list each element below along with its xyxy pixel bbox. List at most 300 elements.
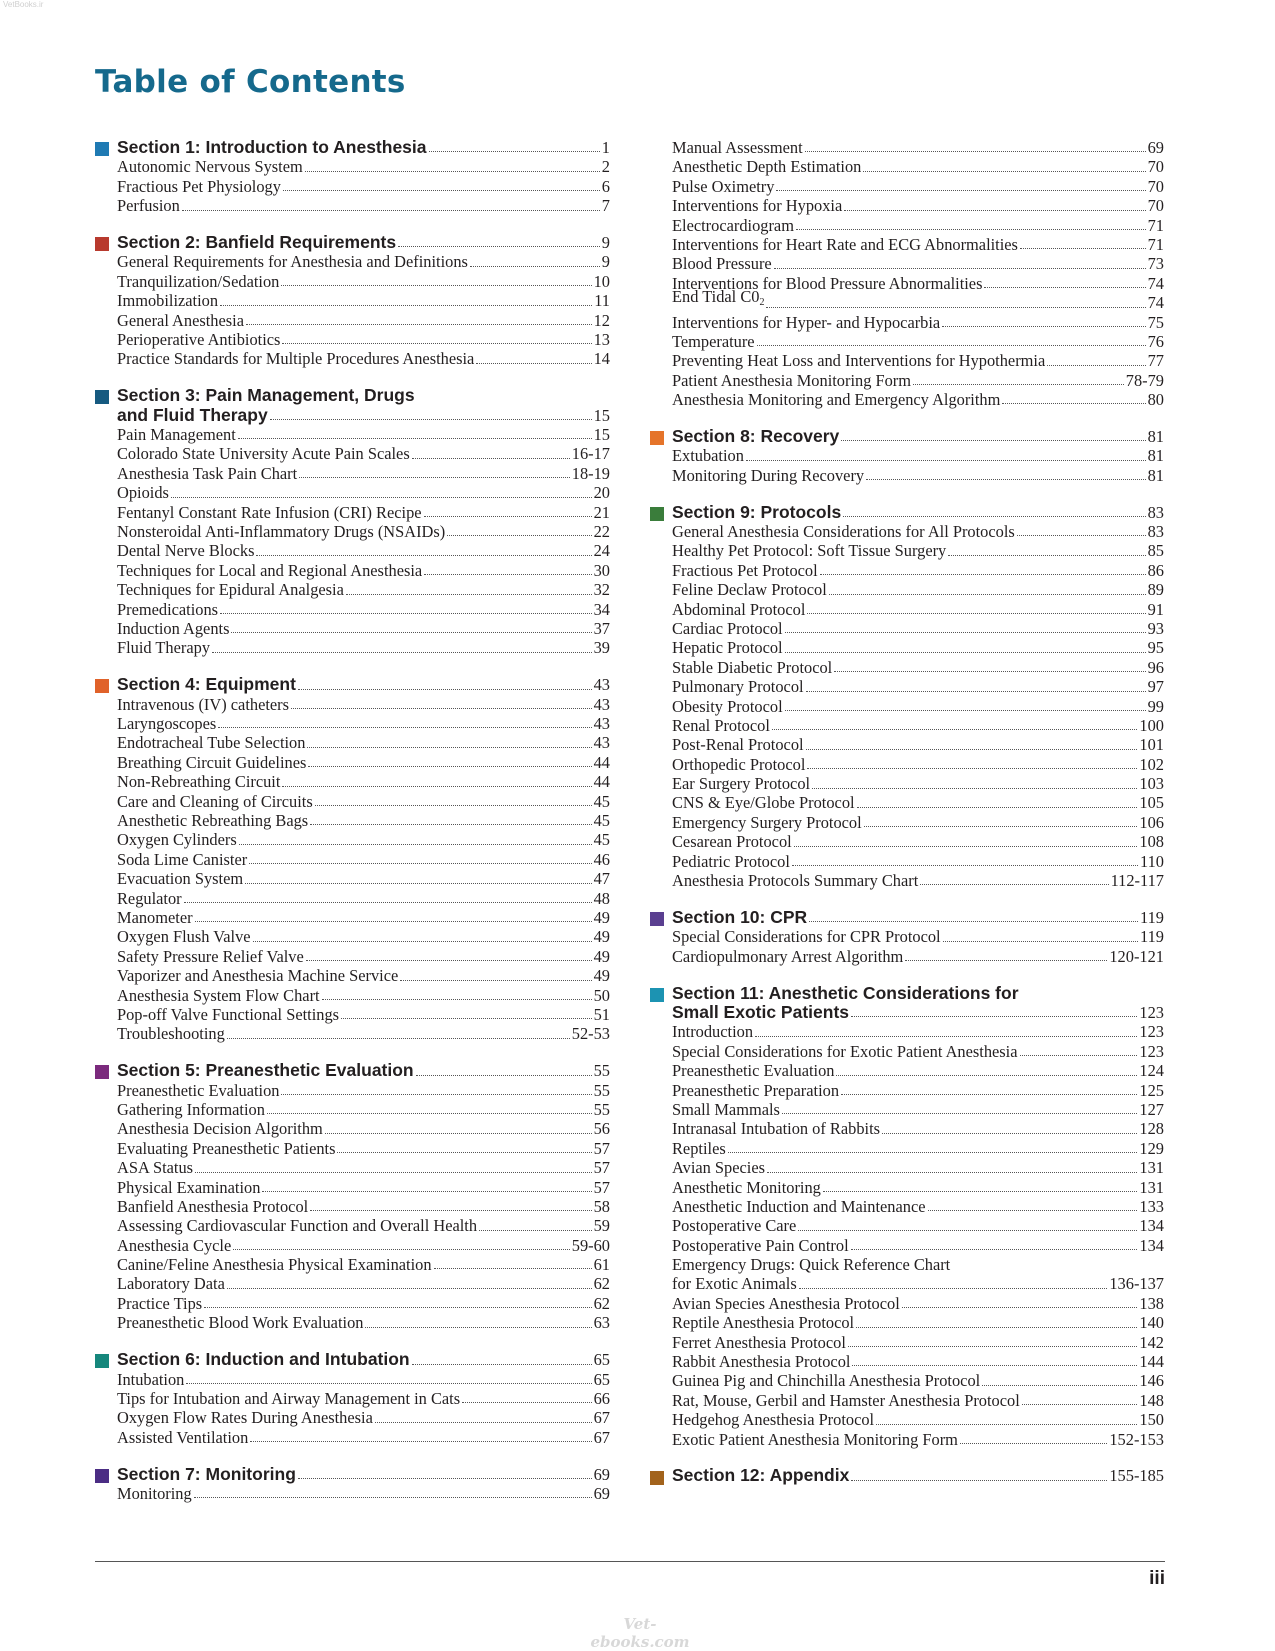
dot-leader [920, 884, 1108, 885]
dot-leader [948, 555, 1145, 556]
dot-leader [341, 1018, 592, 1019]
toc-entry[interactable] [650, 1197, 1164, 1216]
toc-entry[interactable] [650, 832, 1164, 851]
toc-entry-label [117, 772, 280, 791]
toc-entry-label [672, 774, 810, 793]
toc-entry[interactable] [95, 1081, 610, 1100]
dot-leader [905, 960, 1107, 961]
toc-entry[interactable] [95, 753, 610, 772]
toc-entry-label [117, 1294, 202, 1313]
toc-entry[interactable] [650, 1216, 1164, 1235]
entry-list [95, 1484, 610, 1503]
dot-leader [310, 824, 591, 825]
page-ref: 70 [1147, 196, 1164, 216]
dot-leader [267, 1113, 592, 1114]
toc-entry[interactable] [650, 1178, 1164, 1197]
toc-entry[interactable] [650, 1410, 1164, 1429]
toc-entry-text: Electrocardiogram [672, 215, 794, 235]
toc-entry[interactable] [650, 697, 1164, 716]
toc-entry[interactable] [95, 1370, 610, 1389]
toc-entry[interactable] [95, 695, 610, 714]
toc-entry[interactable] [95, 1274, 610, 1293]
toc-entry[interactable] [650, 1352, 1164, 1371]
section-heading[interactable] [650, 1467, 1164, 1486]
dot-leader [852, 1365, 1137, 1366]
page-ref: 49 [593, 927, 610, 947]
toc-entry[interactable] [650, 1430, 1164, 1449]
page-ref: 1 [601, 137, 610, 157]
page-ref: 128 [1139, 1119, 1164, 1139]
page-ref: 6 [601, 176, 610, 196]
toc-entry-text: Endotracheal Tube Selection [117, 733, 306, 753]
dot-leader [298, 689, 592, 690]
toc-entry-text: Emergency Surgery Protocol [672, 812, 862, 832]
toc-entry-label [672, 947, 903, 966]
toc-entry[interactable] [650, 638, 1164, 657]
section-title-line2: Small Exotic Patients [672, 1002, 850, 1022]
toc-entry-text: Premedications [117, 599, 219, 619]
toc-entry[interactable] [95, 1255, 610, 1274]
toc-entry[interactable] [650, 522, 1164, 541]
toc-entry[interactable] [650, 254, 1164, 273]
toc-entry-text: Extubation [672, 446, 744, 466]
toc-entry-text: Guinea Pig and Chinchilla Anesthesia Protocol [672, 1371, 981, 1391]
page-ref: 95 [1147, 638, 1164, 658]
toc-entry[interactable] [650, 716, 1164, 735]
toc-entry[interactable] [650, 619, 1164, 638]
toc-entry[interactable] [650, 1371, 1164, 1390]
toc-entry-label [117, 966, 398, 985]
toc-entry-label [672, 371, 911, 390]
toc-entry[interactable] [95, 792, 610, 811]
toc-entry[interactable] [650, 196, 1164, 215]
toc-entry-label [117, 272, 279, 291]
toc-entry[interactable] [95, 311, 610, 330]
toc-entry[interactable] [650, 332, 1164, 351]
toc-left-column [95, 138, 610, 1521]
page-ref: 69 [593, 1483, 610, 1503]
toc-entry[interactable] [95, 1119, 610, 1138]
dot-leader [434, 1268, 592, 1269]
toc-entry[interactable] [95, 444, 610, 463]
page-ref: 43 [593, 694, 610, 714]
toc-entry-text: Perfusion [117, 196, 180, 216]
dot-leader [844, 210, 1145, 211]
toc-entry[interactable] [95, 889, 610, 908]
dot-leader [246, 324, 592, 325]
toc-entry-text: Preanesthetic Preparation [672, 1080, 840, 1100]
dot-leader [942, 326, 1145, 327]
toc-entry-text: Anesthetic Depth Estimation [672, 157, 862, 177]
toc-entry-label [672, 313, 940, 332]
toc-entry-label [117, 638, 210, 657]
dot-leader [479, 1230, 592, 1231]
toc-entry[interactable] [95, 811, 610, 830]
page-ref: 86 [1147, 560, 1164, 580]
toc-entry[interactable] [650, 947, 1164, 966]
toc-entry[interactable] [95, 425, 610, 444]
toc-entry[interactable] [95, 483, 610, 502]
toc-entry[interactable] [95, 830, 610, 849]
toc-entry[interactable] [95, 349, 610, 368]
toc-entry-text: Hedgehog Anesthesia Protocol [672, 1410, 875, 1430]
dot-leader [834, 671, 1145, 672]
toc-entry-label [117, 1216, 477, 1235]
section-heading[interactable] [95, 1350, 610, 1369]
toc-entry[interactable] [650, 1100, 1164, 1119]
toc-entry-label [672, 254, 772, 273]
toc-entry-text: Oxygen Flush Valve [117, 927, 251, 947]
dot-leader [1017, 535, 1146, 536]
toc-entry[interactable] [95, 1024, 610, 1043]
page-ref: 43 [593, 714, 610, 734]
toc-entry-text: Pulmonary Protocol [672, 677, 804, 697]
toc-entry-text: Autonomic Nervous System [117, 157, 303, 177]
dot-leader [239, 844, 592, 845]
toc-entry[interactable] [95, 1139, 610, 1158]
page-ref: 32 [593, 580, 610, 600]
dot-leader [171, 497, 592, 498]
dot-leader [231, 632, 591, 633]
page-ref: 34 [593, 599, 610, 619]
dot-leader [882, 1133, 1137, 1134]
toc-entry-text: Breathing Circuit Guidelines [117, 752, 307, 772]
toc-entry-label [117, 464, 297, 483]
toc-entry[interactable] [650, 794, 1164, 813]
page-ref: 142 [1139, 1332, 1164, 1352]
toc-entry-text: Rabbit Anesthesia Protocol [672, 1352, 851, 1372]
page-ref: 76 [1147, 331, 1164, 351]
toc-entry[interactable] [95, 714, 610, 733]
page-ref: 73 [1147, 254, 1164, 274]
page-ref: 48 [593, 888, 610, 908]
toc-entry-text: Soda Lime Canister [117, 849, 248, 869]
toc-entry-text: Orthopedic Protocol [672, 754, 806, 774]
toc-entry[interactable] [650, 541, 1164, 560]
toc-entry[interactable] [95, 927, 610, 946]
dot-leader [310, 1210, 591, 1211]
page-ref: 97 [1147, 677, 1164, 697]
toc-entry[interactable] [650, 390, 1164, 409]
toc-entry-label [117, 349, 474, 368]
toc-entry-label [672, 351, 1045, 370]
toc-entry[interactable] [650, 580, 1164, 599]
toc-entry[interactable] [650, 1139, 1164, 1158]
toc-entry-text: Regulator [117, 888, 182, 908]
section-color-square [650, 1471, 664, 1485]
section-heading[interactable] [95, 1061, 610, 1080]
toc-entry[interactable] [650, 1313, 1164, 1332]
section-heading[interactable] [95, 138, 610, 157]
toc-entry-text: Evacuation System [117, 869, 244, 889]
toc-entry[interactable] [95, 619, 610, 638]
toc-entry[interactable] [95, 1236, 610, 1255]
toc-entry[interactable] [95, 522, 610, 541]
toc-entry-text: Abdominal Protocol [672, 599, 806, 619]
toc-entry[interactable] [95, 1005, 610, 1024]
toc-entry[interactable] [95, 291, 610, 310]
toc-entry[interactable] [95, 947, 610, 966]
toc-entry[interactable] [650, 466, 1164, 485]
section-heading[interactable] [95, 1465, 610, 1484]
toc-entry[interactable] [650, 235, 1164, 254]
toc-entry-text: Special Considerations for CPR Protocol [672, 927, 941, 947]
toc-entry[interactable] [650, 177, 1164, 196]
toc-entry[interactable] [95, 850, 610, 869]
toc-entry-label [672, 793, 855, 812]
toc-entry-text: Anesthesia System Flow Chart [117, 985, 320, 1005]
toc-entry-label [117, 311, 244, 330]
toc-entry[interactable] [650, 561, 1164, 580]
page-ref: 47 [593, 869, 610, 889]
toc-entry[interactable] [95, 600, 610, 619]
page-ref: 37 [593, 618, 610, 638]
toc-entry-text: Anesthesia Task Pain Chart [117, 463, 298, 483]
page-ref: 131 [1139, 1158, 1164, 1178]
toc-entry[interactable] [95, 272, 610, 291]
toc-entry[interactable] [95, 772, 610, 791]
toc-entry-text: Introduction [672, 1022, 754, 1042]
toc-entry-label [672, 1236, 849, 1255]
toc-entry-label [117, 1370, 184, 1389]
section-heading[interactable] [650, 427, 1164, 446]
toc-entry-label [672, 1352, 850, 1371]
dot-leader [424, 516, 592, 517]
dot-leader [776, 190, 1145, 191]
toc-entry-label [117, 1408, 373, 1427]
toc-entry[interactable] [95, 986, 610, 1005]
toc-entry-text: Preanesthetic Blood Work Evaluation [117, 1313, 364, 1333]
toc-entry-label [117, 503, 422, 522]
toc-entry-text: Monitoring During Recovery [672, 465, 865, 485]
toc-entry[interactable] [95, 869, 610, 888]
dot-leader [1020, 1055, 1138, 1056]
page-ref: 69 [1147, 137, 1164, 157]
toc-entry[interactable] [650, 313, 1164, 332]
toc-entry[interactable] [650, 927, 1164, 946]
page-ref: 75 [1147, 312, 1164, 332]
toc-entry[interactable] [95, 1484, 610, 1503]
toc-entry[interactable] [650, 1081, 1164, 1100]
toc-entry-label [117, 177, 281, 196]
section-heading[interactable] [650, 984, 1164, 1023]
toc-entry[interactable] [95, 1313, 610, 1332]
page-ref: 133 [1139, 1196, 1164, 1216]
toc-entry-label-line1[interactable]: Emergency Drugs: Quick Reference Chart [672, 1255, 951, 1275]
dot-leader [820, 574, 1146, 575]
toc-entry[interactable] [650, 1274, 1164, 1293]
page-ref: 105 [1139, 793, 1164, 813]
page-ref: 131 [1139, 1177, 1164, 1197]
page-ref: 69 [593, 1464, 610, 1484]
dot-leader [233, 1249, 570, 1250]
entry-list [650, 1022, 1164, 1255]
dot-leader [299, 477, 570, 478]
toc-entry[interactable] [650, 600, 1164, 619]
toc-entry[interactable] [650, 1022, 1164, 1041]
toc-entry[interactable] [95, 196, 610, 215]
toc-entry-label [672, 1139, 726, 1158]
toc-entry-text: Preanesthetic Evaluation [117, 1080, 280, 1100]
toc-entry[interactable] [95, 561, 610, 580]
page-ref: 102 [1139, 754, 1164, 774]
page-ref: 106 [1139, 812, 1164, 832]
toc-entry[interactable] [650, 1391, 1164, 1410]
page-ref: 59-60 [571, 1235, 610, 1255]
toc-entry[interactable] [95, 1100, 610, 1119]
toc-entry[interactable] [95, 966, 610, 985]
toc-entry[interactable] [95, 580, 610, 599]
toc-entry-label [672, 1178, 821, 1197]
section-color-square [95, 679, 109, 693]
toc-entry-label [672, 1430, 958, 1449]
page-ref: 45 [593, 791, 610, 811]
dot-leader [412, 1364, 592, 1365]
toc-entry-text: Laboratory Data [117, 1274, 225, 1294]
dot-leader [851, 1480, 1107, 1481]
page-ref: 78-79 [1125, 370, 1164, 390]
dot-leader [766, 307, 1145, 308]
toc-entry[interactable] [95, 908, 610, 927]
dot-leader [253, 941, 592, 942]
dot-leader [270, 419, 592, 420]
toc-entry[interactable] [95, 1158, 610, 1177]
toc-entry[interactable] [95, 1428, 610, 1447]
toc-entry-label [672, 1119, 880, 1138]
dot-leader [806, 749, 1138, 750]
toc-entry-text: Anesthetic Monitoring [672, 1177, 821, 1197]
toc-entry[interactable] [95, 464, 610, 483]
dot-leader [306, 960, 592, 961]
page-ref: 83 [1147, 502, 1164, 522]
section-heading[interactable] [650, 908, 1164, 927]
toc-entry[interactable] [650, 371, 1164, 390]
section-5 [95, 1061, 610, 1332]
toc-entry-text: Renal Protocol [672, 715, 770, 735]
section-color-square [95, 1065, 109, 1079]
toc-entry-text: Interventions for Heart Rate and ECG Abnormalities [672, 234, 1018, 254]
toc-entry-label [117, 695, 289, 714]
toc-entry[interactable] [95, 541, 610, 560]
toc-entry[interactable] [95, 1408, 610, 1427]
toc-entry-label [672, 390, 1000, 409]
toc-entry-text: Special Considerations for Exotic Patient Anesthesia [672, 1041, 1018, 1061]
toc-entry-text: Patient Anesthesia Monitoring Form [672, 370, 912, 390]
toc-entry[interactable] [650, 1294, 1164, 1313]
toc-entry[interactable] [650, 735, 1164, 754]
dot-leader [220, 613, 592, 614]
toc-entry[interactable] [650, 813, 1164, 832]
page-ref: 110 [1140, 851, 1164, 871]
toc-entry[interactable] [650, 1061, 1164, 1080]
dot-leader [282, 786, 591, 787]
page-ref: 57 [593, 1158, 610, 1178]
toc-entry-label [117, 561, 422, 580]
dot-leader [843, 516, 1145, 517]
toc-entry-label-line2: for Exotic Animals [672, 1274, 797, 1294]
toc-entry[interactable] [650, 446, 1164, 465]
toc-entry[interactable] [650, 774, 1164, 793]
section-heading[interactable] [95, 386, 610, 425]
toc-entry[interactable] [650, 216, 1164, 235]
section-heading[interactable] [95, 675, 610, 694]
section-color-square [650, 912, 664, 926]
dot-leader [462, 1402, 592, 1403]
entry-list [650, 446, 1164, 485]
dot-leader [283, 190, 600, 191]
toc-entry[interactable] [650, 1158, 1164, 1177]
toc-entry-text: Preventing Heat Loss and Interventions for Hypothermia [672, 351, 1046, 371]
toc-entry-label [672, 871, 918, 890]
toc-entry[interactable] [650, 658, 1164, 677]
toc-entry[interactable] [95, 638, 610, 657]
toc-entry[interactable] [650, 1119, 1164, 1138]
toc-entry-label [117, 1274, 225, 1293]
toc-entry[interactable] [650, 157, 1164, 176]
toc-entry[interactable] [650, 287, 1164, 313]
dot-leader [1002, 403, 1145, 404]
dot-leader [307, 747, 591, 748]
toc-entry[interactable] [650, 755, 1164, 774]
toc-entry[interactable] [95, 503, 610, 522]
toc-entry[interactable] [650, 351, 1164, 370]
toc-entry[interactable] [95, 1389, 610, 1408]
section-10 [650, 908, 1164, 966]
dot-leader [1022, 1404, 1138, 1405]
toc-entry[interactable] [95, 1197, 610, 1216]
toc-entry[interactable] [95, 733, 610, 752]
page-ref: 71 [1147, 215, 1164, 235]
dot-leader [470, 266, 600, 267]
dot-leader [785, 710, 1146, 711]
toc-entry[interactable] [650, 138, 1164, 157]
toc-entry-text: Fluid Therapy [117, 638, 211, 658]
section-heading[interactable] [95, 233, 610, 252]
dot-leader [796, 229, 1146, 230]
dot-leader [943, 941, 1138, 942]
toc-entry[interactable] [95, 1216, 610, 1235]
section-11 [650, 984, 1164, 1449]
section-heading[interactable] [650, 503, 1164, 522]
toc-entry[interactable] [650, 1236, 1164, 1255]
page-ref: 22 [593, 522, 610, 542]
dot-leader [851, 1249, 1138, 1250]
toc-entry[interactable] [95, 1178, 610, 1197]
toc-entry[interactable] [650, 1333, 1164, 1352]
toc-entry[interactable] [95, 330, 610, 349]
dot-leader [806, 691, 1146, 692]
toc-entry[interactable] [95, 1294, 610, 1313]
toc-entry[interactable] [95, 252, 610, 271]
toc-entry[interactable] [650, 677, 1164, 696]
toc-entry-label [117, 869, 243, 888]
dot-leader [755, 1036, 1137, 1037]
dot-leader [184, 902, 592, 903]
toc-entry-text: Cesarean Protocol [672, 832, 792, 852]
toc-right-column [650, 138, 1164, 1503]
toc-entry[interactable] [95, 177, 610, 196]
toc-entry[interactable] [650, 871, 1164, 890]
toc-entry-text: General Anesthesia Considerations for All Protocols [672, 522, 1015, 542]
dot-leader [249, 863, 591, 864]
toc-entry-label [117, 830, 237, 849]
toc-entry[interactable] [95, 157, 610, 176]
page-ref: 44 [593, 752, 610, 772]
toc-entry[interactable] [650, 1042, 1164, 1061]
toc-entry-text: Gathering Information [117, 1099, 265, 1119]
page-ref: 7 [601, 196, 610, 216]
toc-entry[interactable] [650, 852, 1164, 871]
